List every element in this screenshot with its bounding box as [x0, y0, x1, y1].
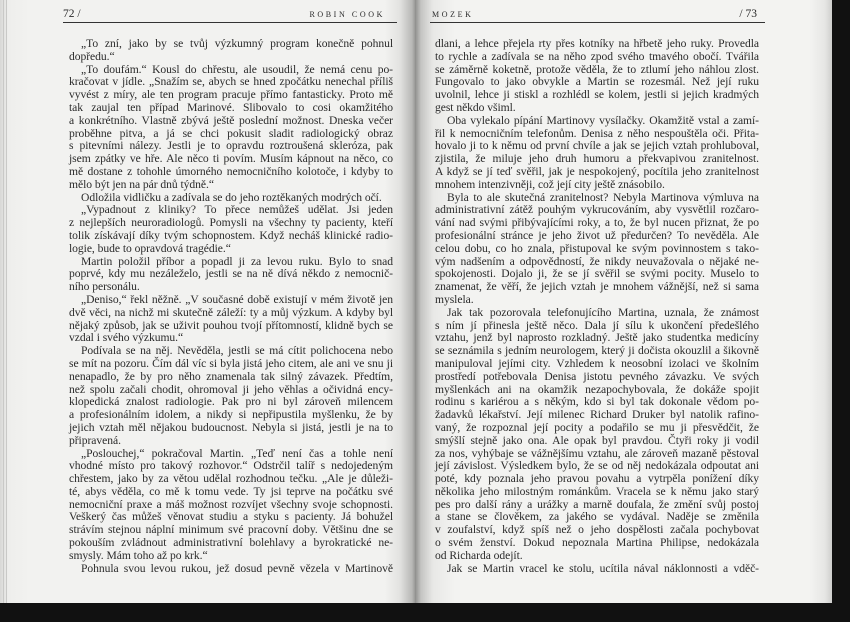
text-line: „To doufám.“ Kousl do chřestu, ale usoudil, že nemá cenu po-: [81, 62, 393, 76]
left-page: [0, 0, 415, 603]
text-line: to rychle a zadívala se na něho zpod svého tmavého obočí. Tvářila: [435, 49, 759, 63]
text-line: dopředu.“: [69, 49, 115, 63]
text-line: smysly. Mám toho až po krk.“: [69, 548, 208, 562]
page-text: [69, 38, 393, 575]
text-line: logie, bude to opravdová tragédie.“: [69, 241, 231, 255]
text-line: vyvést z míry, ale ten program pracuje přímo fantasticky. Proto mě: [69, 88, 393, 102]
text-line: než spolu začali chodit, ohromoval ji jeho věhlas a očividná ency-: [69, 382, 393, 396]
right-page: [415, 0, 832, 603]
text-line: té, abys věděla, co mě k tomu vede. Ty jsi teprve na počátku své: [69, 484, 393, 498]
text-line: Martin položil příbor a popadl ji za levou ruku. Bylo to snad: [81, 254, 393, 268]
text-line: Fungovalo to jako obvykle a Martin se rozesmál. Než její ruku: [435, 75, 759, 89]
text-line: jsem zpátky ve hře. Ale něco ti povím. Musím kápnout na něco, co: [69, 152, 393, 166]
text-line: myšlenkách ani na okamžik nezapochybovala, že dokáže spojit: [435, 382, 759, 396]
text-line: nějaký způsob, jak se uživit pouhou tvojí přítomností, klidně bych se: [69, 318, 393, 332]
text-line: její závislost. Výsledkem bylo, že se od něj nedokázala odpoutat ani: [435, 459, 759, 473]
text-line: prostředí potřebovala Denisa jistotu pevného závazku. Ve svých: [435, 369, 759, 383]
text-line: vhodné místo pro takový rozhovor.“ Odstrčil talíř s nedojedeným: [69, 459, 393, 473]
text-line: a stane se člověkem, za jakého se vydával. Naděje se změnila: [435, 510, 759, 524]
text-line: pokouším zvládnout administrativní bolehlavy a byrokratické ne-: [69, 536, 393, 550]
text-line: „Deniso,“ řekl něžně. „V současné době existují v mém životě jen: [81, 292, 393, 306]
text-line: smýšlí stejně jako ona. Ale opak byl pravdou. Čtyři roky ji vodil: [435, 433, 759, 447]
text-line: Jak tak pozorovala telefonujícího Martina, uznala, že známost: [447, 305, 759, 319]
text-line: mě dostane z tohohle úmorného nemocničního kolotoče, i kdyby to: [69, 164, 393, 178]
text-line: nemocniční praxe a máš možnost rozvíjet všechny svoje schopnosti.: [69, 497, 393, 511]
text-line: administrativní zátěž pouhým vykrucováním, aby vysvětlil rozčaro-: [435, 203, 759, 217]
text-line: spokojenosti. Dojalo ji, že se jí svěřil se svými pocity. Muselo to: [435, 267, 759, 281]
text-line: vzdal i svého výzkumu.“: [69, 331, 184, 345]
page-text: [435, 38, 759, 575]
text-line: dvě věci, na nichž mi skutečně záleží: ty a můj výzkum. A kdyby byl: [69, 305, 393, 319]
text-line: žadavků lékařství. Její milenec Richard Druker byl natolik rafino-: [435, 408, 759, 422]
text-line: s pitevními nálezy. Jestli je to opravdu roztroušená skleróza, pak: [69, 139, 393, 153]
text-line: „Vypadnout z kliniky? To přece nemůžeš udělat. Jsi jeden: [81, 203, 393, 217]
text-line: vým nadšením a odpovědností, že nikdy neuvažovala o nějaké ne-: [435, 254, 759, 268]
text-line: Pohnula svou levou rukou, jež dosud pevně vězela v Martinově: [81, 561, 393, 575]
text-line: A když se jí teď svěřil, jak je nespokojený, pocítila jeho zranitelnost: [435, 164, 759, 178]
running-head: MOZEK: [432, 10, 474, 19]
text-line: vztahu, jenž byl naprosto rozkladný. Ještě jako studentka medicíny: [435, 331, 759, 345]
text-line: „Poslouchej,“ pokračoval Martin. „Teď není čas a tohle není: [81, 446, 393, 460]
page-header: [430, 10, 765, 23]
text-line: dlani, a lehce přejela rty přes kotníky na hřbetě jeho ruky. Provedla: [435, 37, 759, 50]
text-line: od Richarda odejít.: [435, 548, 523, 562]
text-line: myslela.: [435, 292, 474, 306]
text-line: jejich vztah měl nějakou budoucnost. Nebyla si jistá, jestli je na to: [69, 420, 393, 434]
text-line: mělo být jen na pár dnů týdně.“: [69, 177, 214, 191]
text-line: poté, kdy poznala jeho pravou povahu a vytrpěla ponížení díky: [435, 472, 759, 486]
text-line: se seznámila s jedním neurologem, který ji dočista okouzlil a šikovně: [435, 344, 759, 358]
text-line: tolik získávají díky tvým schopnostem. Když necháš klinické radio-: [69, 228, 393, 242]
text-line: Oba vylekalo pípání Martinovy vysílačky. Okamžitě vstal a zamí-: [447, 113, 759, 127]
text-line: gest někdo všiml.: [435, 100, 516, 114]
text-line: se záměrně koketně, protože věděla, že to ztlumí jeho náhlou zlost.: [435, 62, 759, 76]
text-line: mnohem intenzivněji, což její city ještě znásobilo.: [435, 177, 665, 191]
text-line: Odložila vidličku a zadívala se do jeho roztěkaných modrých očí.: [81, 190, 382, 204]
text-line: několika jeho milostným románkům. Vracela se k němu jako starý: [435, 484, 759, 498]
text-line: rodinu s kariérou a s někým, kdo si byl tak dokonale vědom po-: [435, 395, 759, 409]
text-line: pes pro další rány a urážky a marně doufala, že změní svůj postoj: [435, 497, 759, 511]
text-line: uvolnil, lehce ji stiskl a rozhlédl se kolem, jestli si jejich kradmých: [435, 88, 759, 102]
text-line: strávím stejnou náplní minimum své pracovní doby. Většinu dne se: [69, 523, 393, 537]
page-edge-lines: [3, 0, 4, 603]
text-line: poprvé, kdy mu nezáleželo, jestli se na ně dívá někdo z nemocnič-: [69, 267, 393, 281]
text-line: ního personálu.: [69, 280, 140, 294]
text-line: s ním jí přinesla ještě něco. Dala jí sílu k ukončení předešlého: [435, 318, 759, 332]
text-line: Veškerý čas můžeš věnovat studiu a styku s pacienty. Já bohužel: [69, 510, 393, 524]
text-line: tak zaujal ten případ Marinové. Slibovalo to cosi okamžitého: [69, 100, 393, 114]
text-line: a profesionálním idolem, a nikdy si nepřipustila myšlenku, že by: [69, 408, 393, 422]
text-line: vaný, že rozpoznal její pocity a podařilo se mu ji přesvědčit, že: [435, 420, 759, 434]
text-line: Jak se Martin vracel ke stolu, ucítila nával náklonnosti a vděč-: [447, 561, 759, 575]
text-line: „To zní, jako by se tvůj výzkumný program konečně pohnul: [81, 37, 393, 50]
text-line: a konkrétního. Vlastně zbývá ještě poslední možnost. Dneska večer: [69, 113, 393, 127]
text-line: se mít na pozoru. Čím dál víc si byla jistá jeho citem, ale ani ve snu ji: [69, 356, 393, 370]
page-edge-lines: [6, 0, 7, 603]
running-head: ROBIN COOK: [309, 10, 385, 19]
text-line: o svém ženství. Dokud nepoznala Martina Philipse, nedokázala: [435, 536, 759, 550]
text-line: manipuloval jejími city. Vzhledem k neosobní izolaci ve školním: [435, 356, 759, 370]
text-line: celou dobu, co ho znala, přistupoval ke svým povinnostem s tako-: [435, 241, 759, 255]
text-line: profesionální stránce je jeho život už předurčen? To nevěděla. Ale: [435, 228, 759, 242]
text-line: znamenat, že věří, že jejich vztah je mnohem vážnější, než si sama: [435, 280, 759, 294]
text-line: klopedická znalost radiologie. Pak pro ni byl zároveň milencem: [69, 395, 393, 409]
text-line: zjistila, že miluje jeho druh humoru a překvapivou zranitelnost.: [435, 152, 759, 166]
text-line: z nejlepších neuroradiologů. Pomysli na všechny ty pacienty, kteří: [69, 216, 393, 230]
page-header: [63, 10, 397, 23]
text-line: vání nad svými přibývajícími roky, a to, že byl nucen přiznat, že po: [435, 216, 759, 230]
text-line: připravená.: [69, 433, 121, 447]
text-line: chřestem, jako by za větou udělal rozhodnou tečku. „Ale je důleži-: [69, 472, 393, 486]
text-line: Byla to ale skutečná zranitelnost? Nebyla Martinova výmluva na: [447, 190, 759, 204]
text-line: kračovat v jídle. „Snažím se, abych se hned zpočátku nenechal příliš: [69, 75, 393, 89]
text-line: za nos, vyhýbaje se vážnějšímu vztahu, ale zároveň mazaně pěstoval: [435, 446, 759, 460]
text-line: proběhne pitva, a já se chci pokusit sladit radiologický obraz: [69, 126, 393, 140]
page-number: 72 /: [63, 8, 81, 20]
text-line: řil k nemocničním telefonům. Denisa z něho nespouštěla oči. Přita-: [435, 126, 759, 140]
text-line: hovalo ji to k němu od první chvíle a jak se jejich vztah prohluboval,: [435, 139, 759, 153]
page-number: / 73: [739, 8, 757, 20]
text-line: nenapadlo, že by pro něho znamenala tak silný závazek. Předtím,: [69, 369, 393, 383]
text-line: Podívala se na něj. Nevěděla, jestli se má cítit polichocena nebo: [81, 344, 393, 358]
text-line: v zoufalství, když spíš než o jeho dospělosti začala pochybovat: [435, 523, 759, 537]
